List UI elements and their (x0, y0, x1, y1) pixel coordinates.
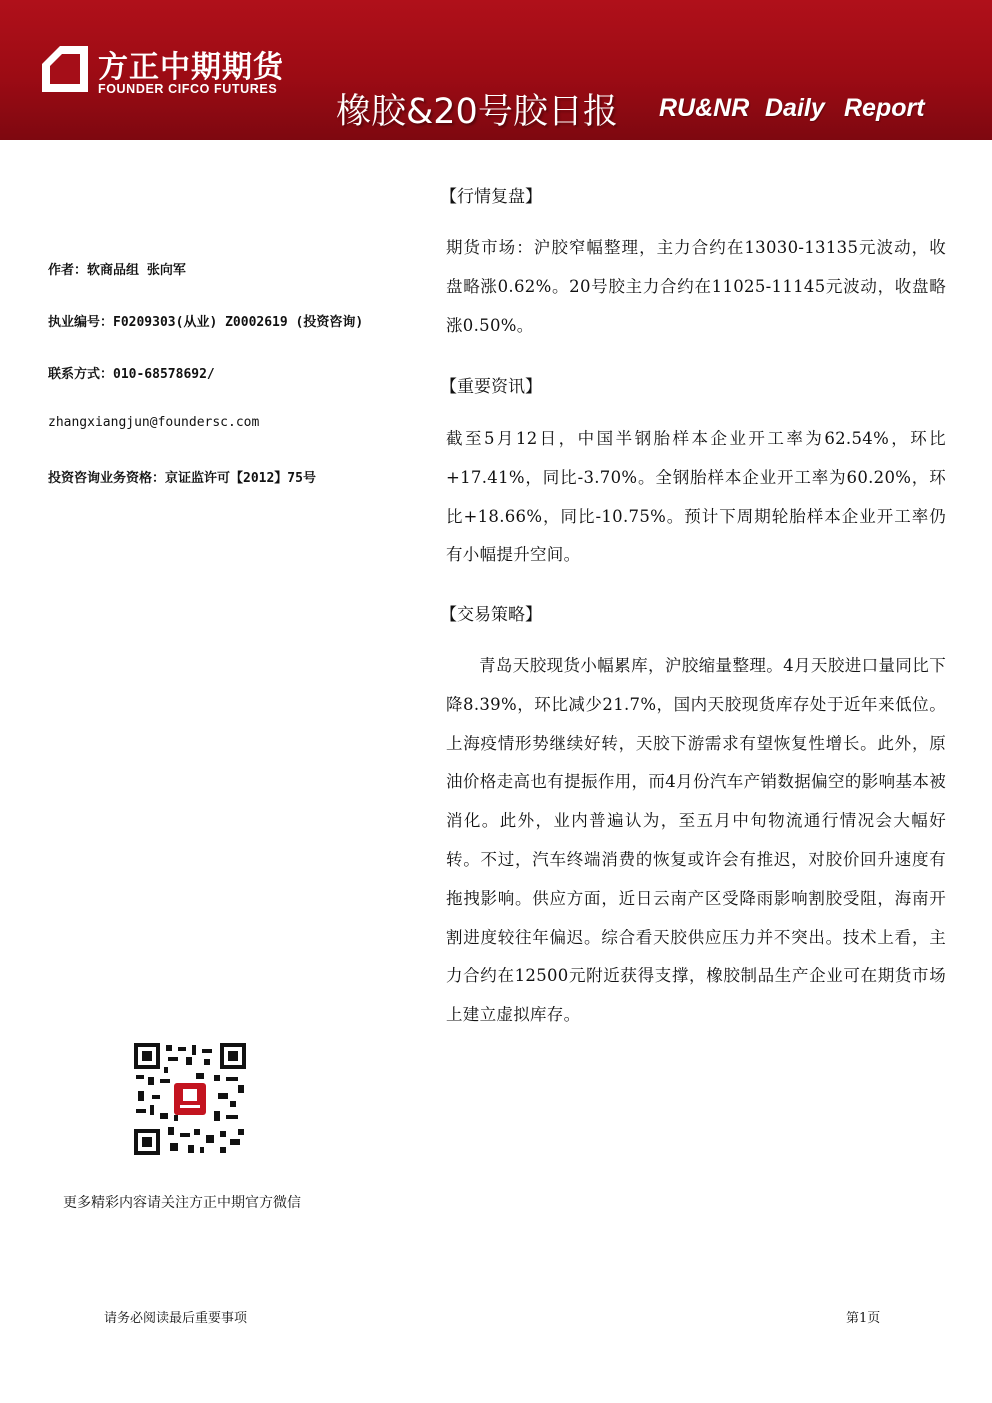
contact-email: zhangxiangjun@foundersc.com (48, 415, 260, 430)
market-review-text: 期货市场：沪胶窄幅整理，主力合约在13030-13135元波动，收盘略涨0.62%。20号胶主力合约在11025-11145元波动，收盘略涨0.50%。 (446, 238, 946, 335)
company-name-en: FOUNDER CIFCO FUTURES (98, 82, 278, 96)
page-number: 第1页 (846, 1311, 881, 1326)
contact-phone: 联系方式：010-68578692/ (48, 367, 215, 382)
report-title-en-daily: Daily (765, 94, 825, 122)
market-review-title: 【行情复盘】 (440, 187, 542, 207)
founder-logo-icon (40, 44, 90, 94)
key-news-text: 截至5月12日，中国半钢胎样本企业开工率为62.54%，环比+17.41%，同比-3.70%。全钢胎样本企业开工率为60.20%，环比+18.66%，同比-10.75%。预计下周期轮胎样本企业开工率仍有小幅提升空间。 (446, 429, 946, 565)
license-number: 执业编号：F0209303(从业) Z0002619 (投资咨询) (48, 315, 364, 330)
key-news-title: 【重要资讯】 (440, 377, 542, 397)
footer-notice: 请务必阅读最后重要事项 (104, 1311, 248, 1326)
qr-caption: 更多精彩内容请关注方正中期官方微信 (63, 1195, 301, 1211)
trading-strategy-text: 青岛天胶现货小幅累库，沪胶缩量整理。4月天胶进口量同比下降8.39%，环比减少21.7%，国内天胶现货库存处于近年来低位。上海疫情形势继续好转，天胶下游需求有望恢复性增长。此外，原油价格走高也有提振作用，而4月份汽车产销数据偏空的影响基本被消化。此外，业内普遍认为，至五月中旬物流通行情况会大幅好转。不过，汽车终端消费的恢复或许会有推迟，对胶价回升速度有拖拽影响。供应方面，近日云南产区受降雨影响割胶受阻，海南开割进度较往年偏迟。综合看天胶供应压力并不突出。技术上看，主力合约在12500元附近获得支撑，橡胶制品生产企业可在期货市场上建立虚拟库存。 (446, 656, 946, 1025)
wechat-qr-code-icon (134, 1043, 246, 1155)
author-line: 作者：软商品组 张向军 (48, 263, 186, 278)
report-title-en-report: Report (844, 94, 925, 122)
report-header (0, 0, 992, 140)
company-name-cn: 方正中期期货 (98, 50, 284, 85)
report-title-en-code: RU&NR (659, 94, 750, 122)
consulting-qualification: 投资咨询业务资格：京证监许可【2012】75号 (48, 471, 316, 486)
trading-strategy-title: 【交易策略】 (440, 605, 542, 625)
report-title-cn: 橡胶&20号胶日报 (336, 92, 618, 132)
